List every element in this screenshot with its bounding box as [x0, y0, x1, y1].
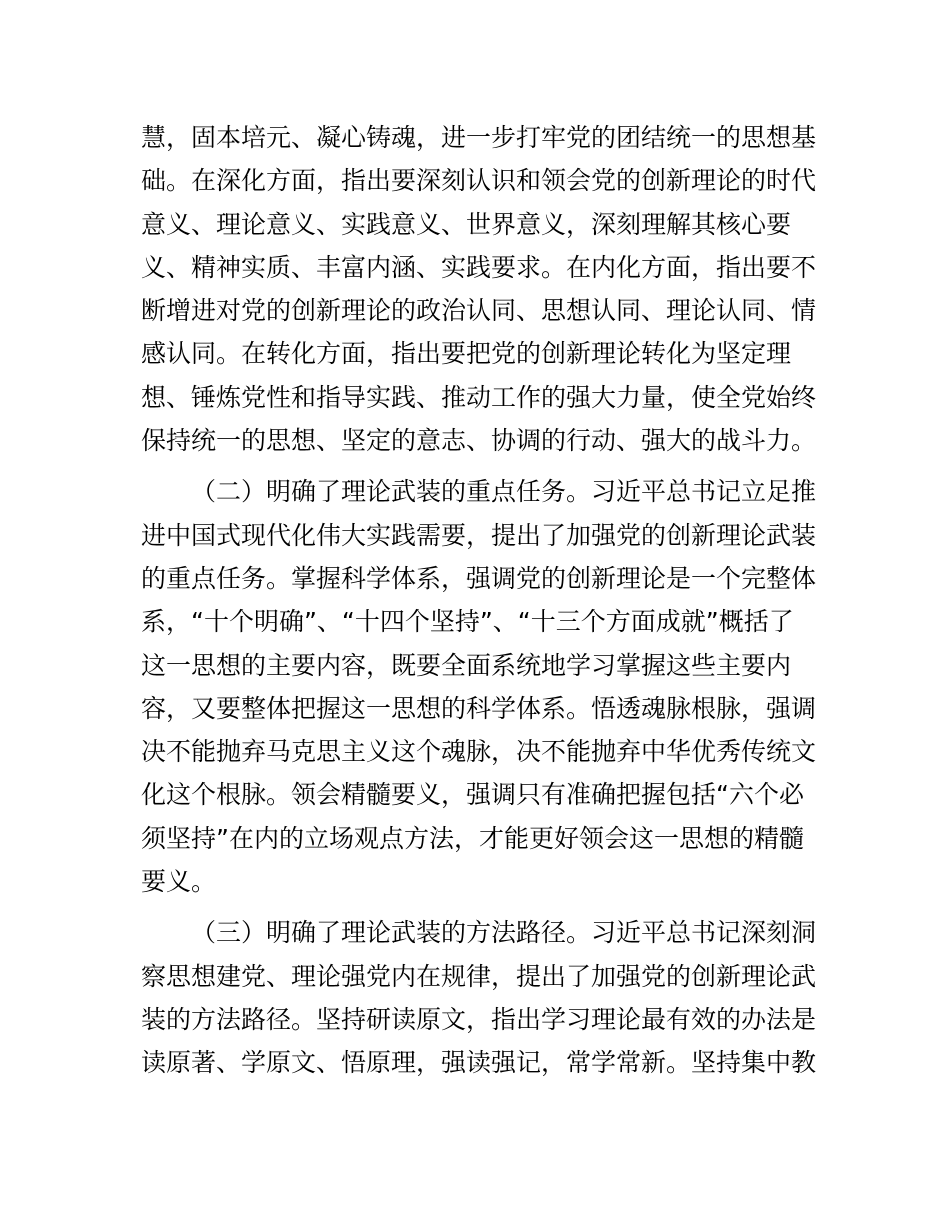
text-line: 化这个根脉。领会精髓要义，强调只有准确把握包括“六个必 — [141, 780, 804, 810]
paragraph-spacer — [141, 903, 816, 911]
paragraph-1 — [141, 116, 816, 462]
text-line: 决不能抛弃马克思主义这个魂脉，决不能抛弃中华优秀传统文 — [141, 737, 817, 767]
text-line: 装的方法路径。坚持研读原文，指出学习理论最有效的办法是 — [141, 1004, 817, 1034]
text-line: 系，“十个明确”、“十四个坚持”、“十三个方面成就”概括了 — [141, 607, 794, 637]
text-line: 的重点任务。掌握科学体系，强调党的创新理论是一个完整体 — [141, 563, 817, 593]
text-line: 保持统一的思想、坚定的意志、协调的行动、强大的战斗力。 — [141, 426, 817, 456]
text-line: 断增进对党的创新理论的政治认同、思想认同、理论认同、情 — [141, 296, 817, 326]
text-line: 读原著、学原文、悟原理，强读强记，常学常新。坚持集中教 — [141, 1048, 817, 1078]
document-body — [141, 116, 816, 1085]
text-line-heading: （二）明确了理论武装的重点任务。习近平总书记立足推 — [191, 477, 817, 507]
paragraph-spacer — [141, 462, 816, 470]
text-line: 这一思想的主要内容，既要全面系统地学习掌握这些主要内 — [141, 650, 792, 680]
text-line-heading: （三）明确了理论武装的方法路径。习近平总书记深刻洞 — [191, 918, 817, 948]
text-line: 慧，固本培元、凝心铸魂，进一步打牢党的团结统一的思想基 — [141, 123, 817, 152]
text-line: 进中国式现代化伟大实践需要，提出了加强党的创新理论武装 — [141, 520, 817, 550]
text-line: 义、精神实质、丰富内涵、实践要求。在内化方面，指出要不 — [141, 252, 817, 282]
text-line: 察思想建党、理论强党内在规律，提出了加强党的创新理论武 — [141, 961, 817, 991]
text-line: 础。在深化方面，指出要深刻认识和领会党的创新理论的时代 — [141, 166, 817, 196]
paragraph-2 — [141, 470, 816, 903]
text-line: 要义。 — [141, 867, 217, 897]
text-line: 想、锤炼党性和指导实践、推动工作的强大力量，使全党始终 — [141, 382, 817, 412]
text-line: 感认同。在转化方面，指出要把党的创新理论转化为坚定理 — [141, 339, 792, 369]
text-line: 意义、理论意义、实践意义、世界意义，深刻理解其核心要 — [141, 209, 792, 239]
text-line: 容，又要整体把握这一思想的科学体系。悟透魂脉根脉，强调 — [141, 693, 817, 723]
paragraph-3 — [141, 911, 816, 1084]
text-line: 须坚持”在内的立场观点方法，才能更好领会这一思想的精髓 — [141, 823, 804, 853]
